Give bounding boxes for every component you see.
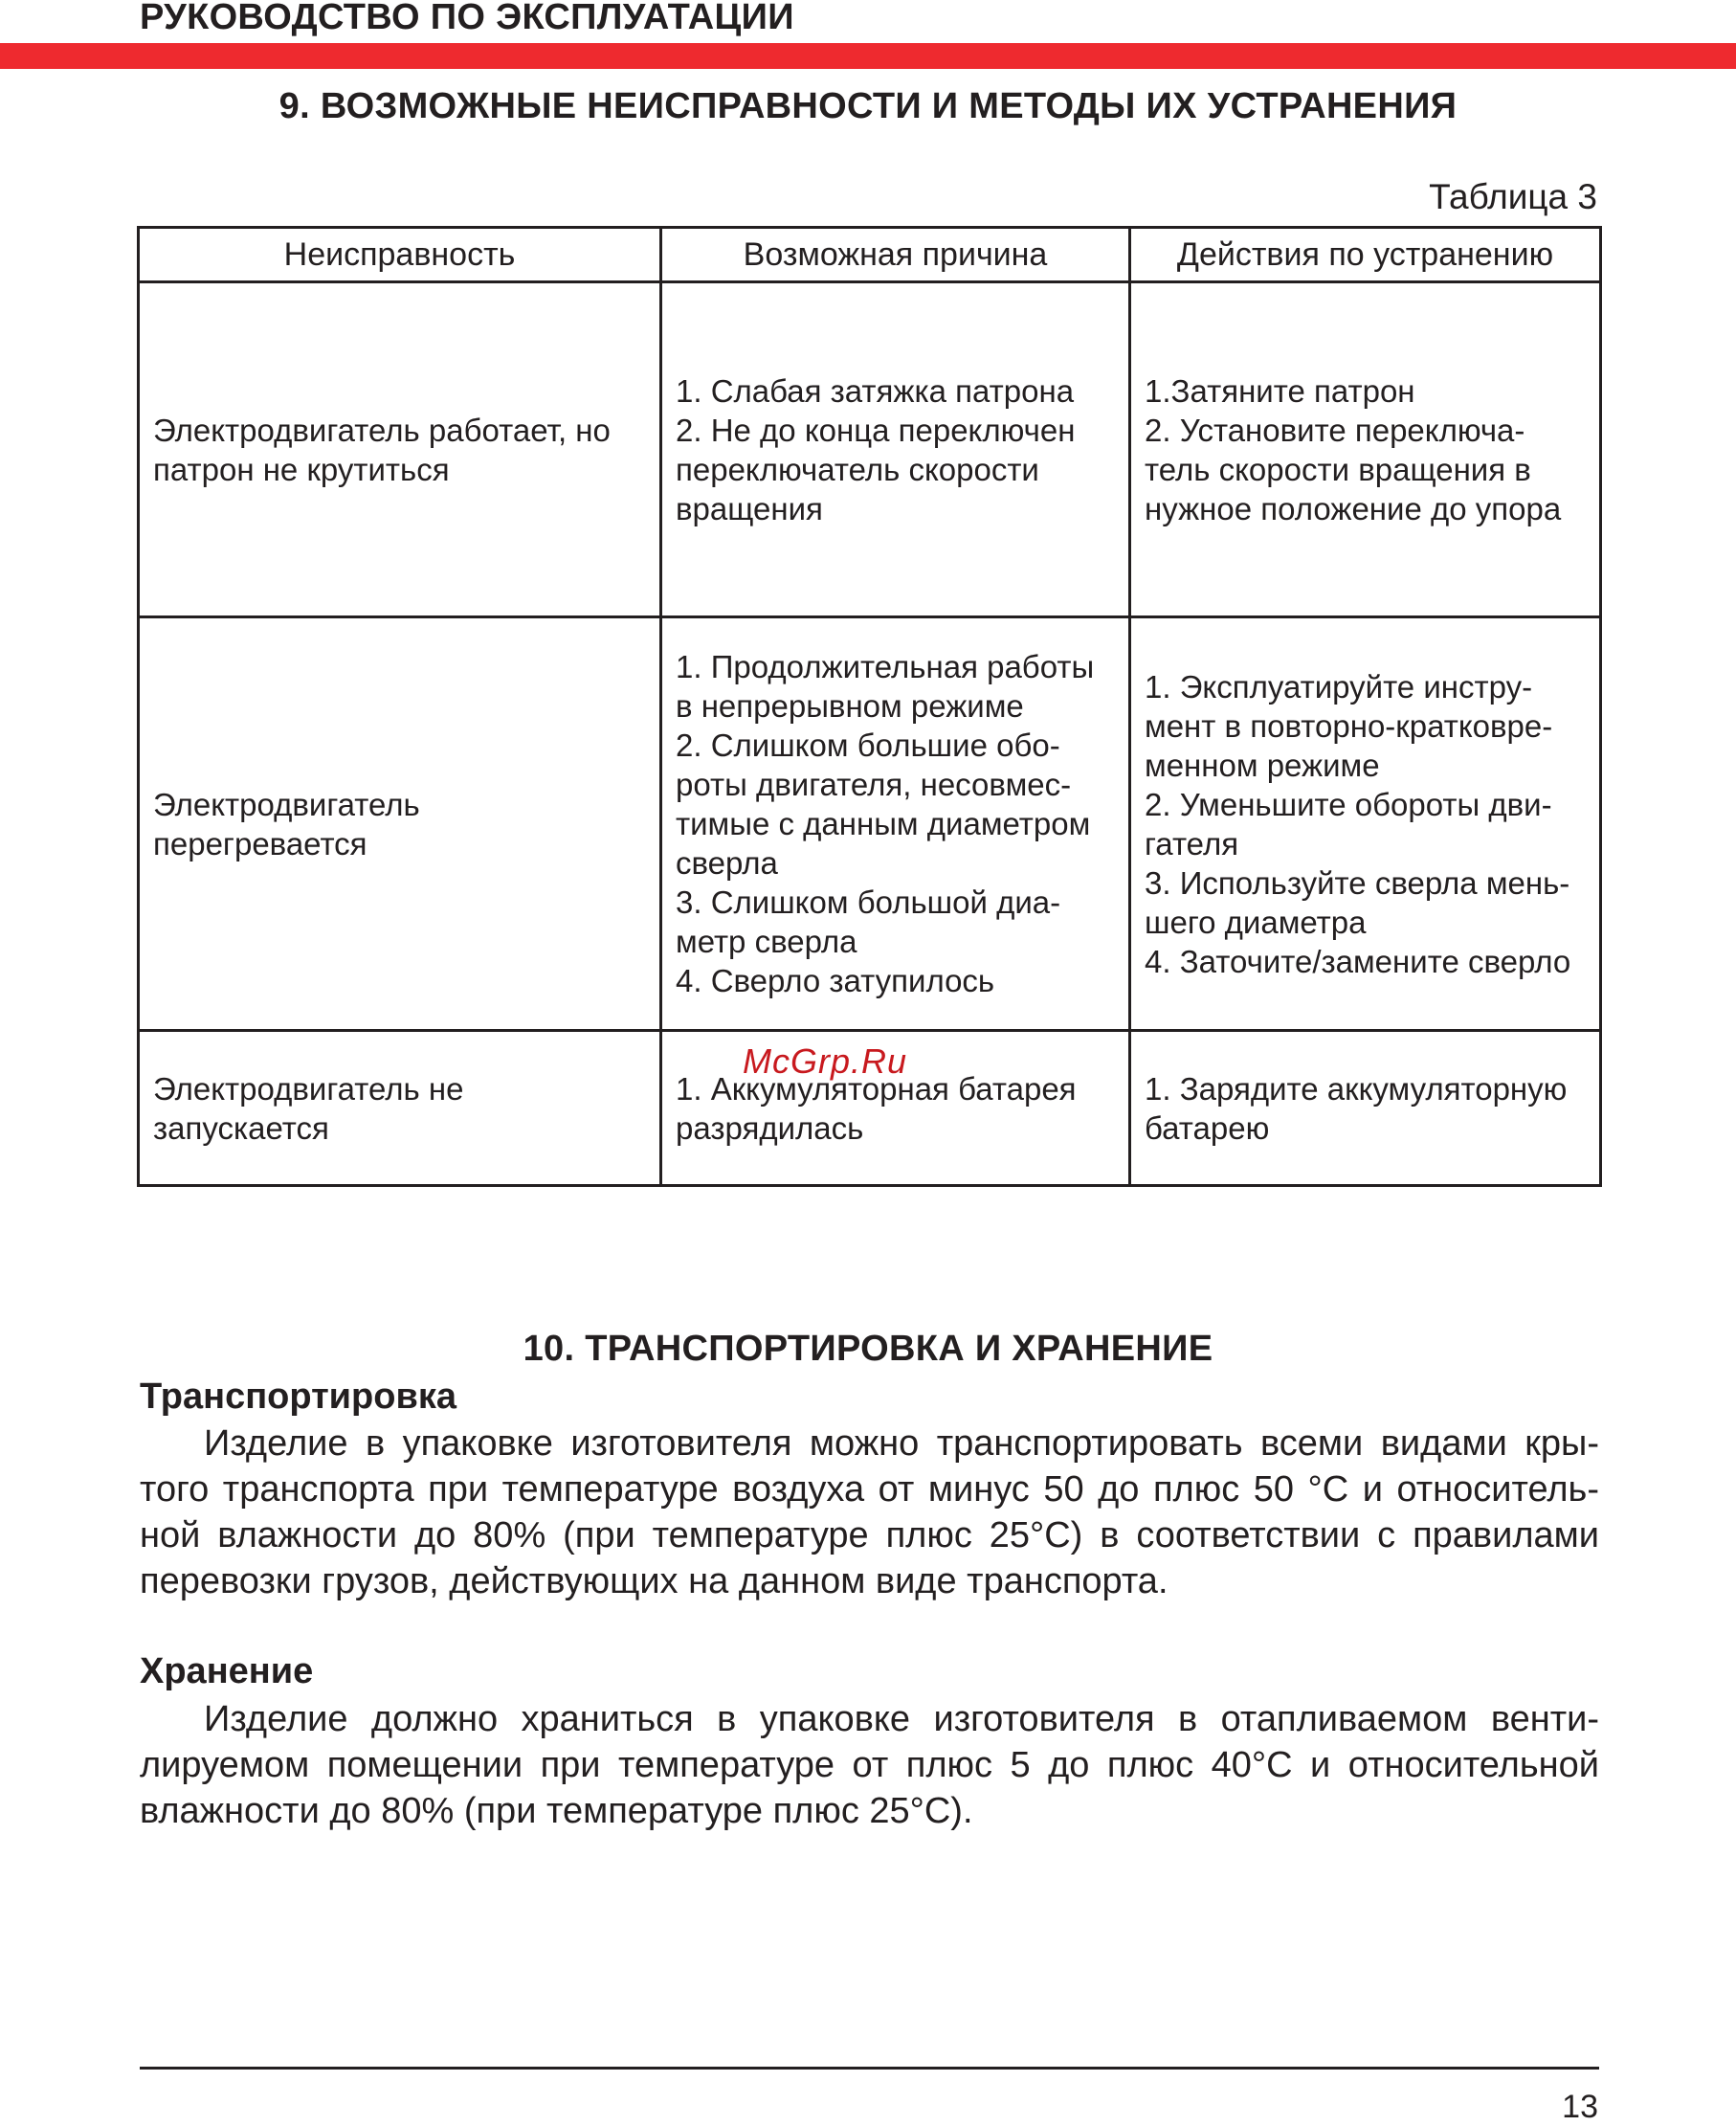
table-row	[139, 282, 1601, 617]
column-header-fault: Неисправность	[139, 228, 661, 282]
cause-cell: 1. Слабая затяжка патрона 2. Не до конца переключен переключатель скорости вращения	[661, 282, 1130, 617]
footer-rule	[140, 2067, 1599, 2070]
table-header-row	[139, 228, 1601, 282]
fault-cell: Электродвигатель работает, но патрон не крутиться	[139, 282, 661, 617]
column-header-action: Действия по устранению	[1130, 228, 1601, 282]
table-caption: Таблица 3	[1429, 177, 1597, 216]
action-cell: 1. Зарядите аккумуляторную батарею	[1130, 1031, 1601, 1186]
column-header-cause: Возможная причина	[661, 228, 1130, 282]
action-cell: 1. Эксплуатируйте инстру- мент в повторно-кратковре- менном режиме 2. Уменьшите обороты дви- гателя 3. Используйте сверла мень- шего диаметра 4. Заточите/замените сверло	[1130, 617, 1601, 1031]
action-cell: 1.Затяните патрон 2. Установите переключа- тель скорости вращения в нужное положение до упора	[1130, 282, 1601, 617]
fault-cell: Электродвигатель не запускается	[139, 1031, 661, 1186]
manual-header-title: РУКОВОДСТВО ПО ЭКСПЛУАТАЦИИ	[140, 0, 794, 37]
storage-heading: Хранение	[140, 1651, 314, 1691]
section-10-title: 10. ТРАНСПОРТИРОВКА И ХРАНЕНИЕ	[523, 1329, 1213, 1369]
header-accent-bar	[0, 43, 1736, 69]
table-row	[139, 617, 1601, 1031]
cause-cell: 1. Продолжительная работы в непрерывном режиме 2. Слишком большие обо- роты двигателя, несовмес- тимые с данным диаметром сверла 3. Слишком большой диа- метр сверла 4. Сверло затупилось	[661, 617, 1130, 1031]
transport-paragraph: Изделие в упаковке изготовителя можно транспортировать всеми видами кры- того транспорта при температуре воздуха от минус 50 до плюс 50 °С и относитель- ной влажности до 80% (при температуре плюс 25°С) в соответствии с правилами перевозки грузов, действующих на данном виде транспорта.	[140, 1423, 1599, 1601]
fault-cell: Электродвигатель перегревается	[139, 617, 661, 1031]
transport-heading: Транспортировка	[140, 1376, 456, 1417]
page-number: 13	[1562, 2089, 1598, 2125]
cause-cell: 1. Аккумуляторная батарея разрядилась	[661, 1031, 1130, 1186]
watermark-text: McGrp.Ru	[743, 1041, 908, 1081]
storage-paragraph: Изделие должно храниться в упаковке изготовителя в отапливаемом венти- лируемом помещении при температуре от плюс 5 до плюс 40°С и относительной влажности до 80% (при температуре плюс 25°С).	[140, 1699, 1599, 1831]
section-9-title: 9. ВОЗМОЖНЫЕ НЕИСПРАВНОСТИ И МЕТОДЫ ИХ УСТРАНЕНИЯ	[278, 86, 1458, 126]
